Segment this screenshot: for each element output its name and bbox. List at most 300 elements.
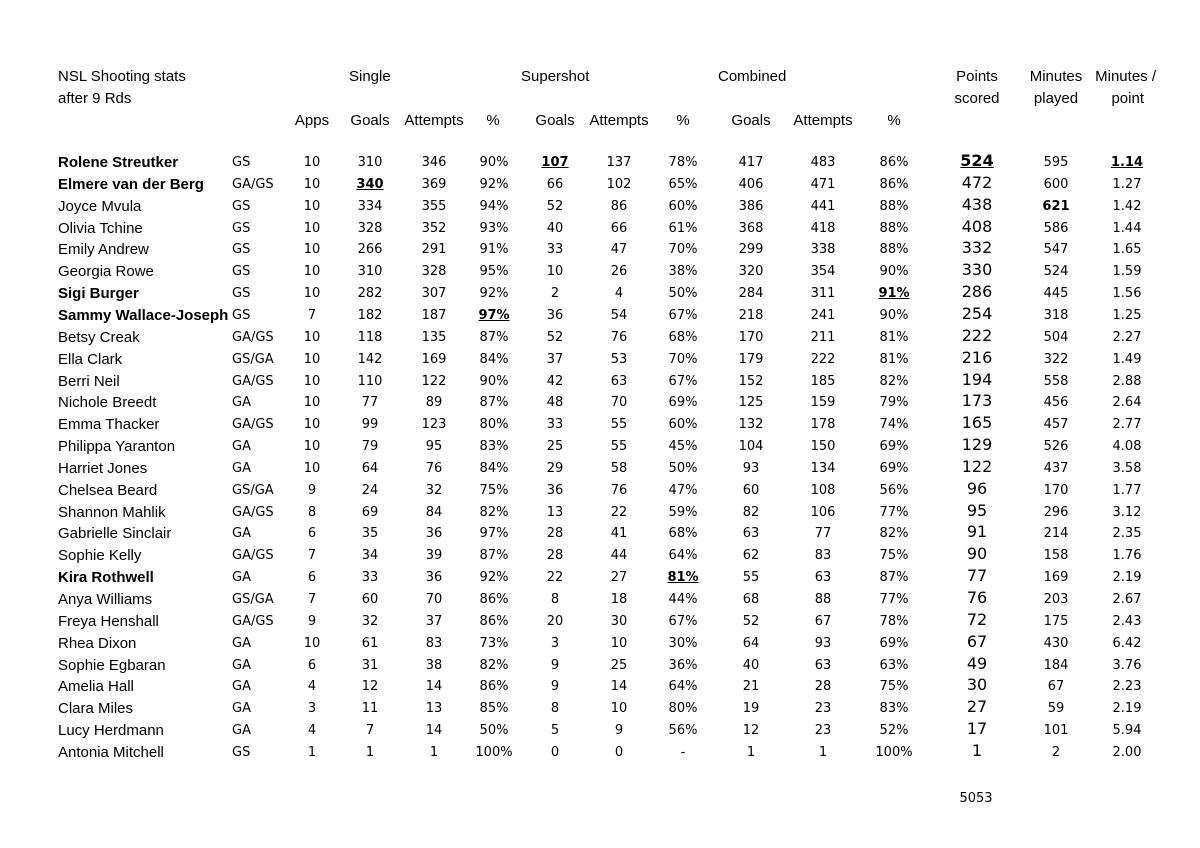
super-pct: 60% [668,417,698,433]
single-pct: 84% [479,351,509,367]
single-attempts: 76 [425,460,443,476]
apps: 6 [307,526,317,542]
player-name: Emily Andrew [58,241,149,259]
single-pct: 92% [479,286,509,302]
table-row [0,282,1200,308]
single-pct: 92% [479,570,509,586]
comb-goals: 320 [738,264,764,280]
player-name: Betsy Creak [58,328,140,346]
apps: 4 [307,723,317,739]
single-pct: 87% [479,548,509,564]
single-pct: 75% [479,482,509,498]
position: GA [232,395,251,411]
minutes-played: 524 [1043,264,1069,280]
single-pct: 97% [479,526,509,542]
comb-pct: 81% [879,329,909,345]
position: GS [232,198,251,214]
points-scored: 129 [961,435,993,455]
super-pct: 70% [668,351,698,367]
player-name: Harriet Jones [58,459,148,477]
position: GA [232,526,251,542]
player-name: Emma Thacker [58,416,160,434]
points-scored: 96 [966,478,988,498]
table-row [0,435,1200,461]
minutes-per-point: 1.76 [1112,548,1142,564]
super-goals: 66 [546,176,564,192]
total-points: 5053 [959,791,993,806]
super-pct: 30% [668,635,698,651]
col-header-comb-attempts: Attempts [793,112,853,129]
player-name: Elmere van der Berg [58,175,204,193]
player-name: Chelsea Beard [58,481,158,499]
super-attempts: 25 [610,657,628,673]
points-scored: 27 [966,697,988,717]
table-subtitle: after 9 Rds [58,90,132,107]
position: GS [232,286,251,302]
table-row [0,194,1200,221]
position: GA [232,723,251,739]
comb-attempts: 106 [810,504,836,520]
table-row [0,697,1200,723]
super-goals: 48 [546,395,564,411]
points-scored: 77 [966,566,988,586]
col-header-super-goals: Goals [535,112,575,129]
position: GA [232,679,251,695]
comb-attempts: 178 [810,417,836,433]
minutes-played: 101 [1043,723,1069,739]
single-pct: 87% [479,395,509,411]
single-pct: 80% [479,417,509,433]
table-row [0,609,1200,636]
super-attempts: 55 [610,439,628,455]
comb-attempts: 441 [810,198,836,214]
minutes-played: 203 [1043,592,1069,607]
apps: 10 [303,439,321,455]
super-goals: 52 [546,198,564,214]
table-row [0,369,1200,396]
table-row [0,151,1200,177]
points-scored: 165 [961,413,993,433]
comb-pct: 69% [879,635,909,651]
comb-goals: 12 [742,723,760,739]
col-header-super-pct: % [676,112,690,129]
table-row [0,675,1200,701]
super-attempts: 10 [610,635,628,651]
comb-pct: 87% [879,570,909,586]
single-attempts: 36 [425,570,443,586]
header-mpp-line1: Minutes / [1095,68,1156,85]
single-attempts: 346 [421,155,447,170]
player-name: Freya Henshall [58,612,159,630]
single-pct: 90% [479,155,509,170]
single-pct: 73% [479,635,509,651]
minutes-per-point: 2.27 [1112,329,1142,345]
apps: 10 [303,242,321,258]
super-pct: 68% [668,526,698,542]
col-header-single-attempts: Attempts [404,112,464,129]
super-attempts: 76 [610,329,628,345]
position: GA/GS [232,329,274,345]
single-goals: 1 [365,744,375,760]
single-pct: 91% [479,242,509,258]
super-goals: 52 [546,329,564,345]
minutes-per-point: 3.58 [1112,460,1142,476]
position: GA [232,701,251,717]
minutes-played: 456 [1043,395,1069,411]
super-goals: 9 [550,679,560,695]
comb-pct: 90% [879,264,909,280]
super-pct: 69% [668,395,698,411]
player-name: Georgia Rowe [58,263,154,281]
table-row [0,631,1200,658]
comb-attempts: 63 [814,657,832,673]
single-goals: 79 [361,439,379,455]
table-row [0,653,1200,680]
apps: 10 [303,220,321,236]
single-pct: 97% [478,307,510,323]
super-attempts: 53 [610,351,628,367]
super-goals: 29 [546,460,564,476]
minutes-per-point: 1.42 [1112,198,1142,214]
super-goals: 0 [550,744,560,760]
comb-attempts: 211 [810,329,836,345]
minutes-per-point: 1.25 [1112,307,1142,323]
comb-goals: 60 [742,482,760,498]
apps: 10 [303,155,321,170]
comb-pct: 63% [879,657,909,673]
super-goals: 107 [541,155,569,170]
super-attempts: 22 [610,504,628,520]
comb-goals: 284 [738,286,764,302]
comb-attempts: 354 [810,264,836,280]
super-goals: 2 [550,286,560,302]
position: GA/GS [232,613,274,629]
apps: 7 [307,592,317,607]
position: GS [232,220,251,236]
comb-attempts: 222 [810,351,836,367]
col-header-super-attempts: Attempts [589,112,649,129]
comb-pct: 69% [879,460,909,476]
single-goals: 118 [357,329,383,345]
position: GA/GS [232,417,274,433]
points-scored: 90 [966,544,988,564]
single-goals: 12 [361,679,379,695]
table-row [0,740,1200,767]
single-goals: 142 [357,351,383,367]
points-scored: 524 [960,151,994,170]
single-goals: 64 [361,460,379,476]
super-goals: 8 [550,592,560,607]
table-row [0,172,1200,199]
position: GS [232,264,251,280]
minutes-per-point: 1.56 [1112,286,1142,302]
super-goals: 40 [546,220,564,236]
single-goals: 33 [361,570,379,586]
comb-pct: 88% [879,198,909,214]
comb-pct: 88% [879,242,909,258]
single-pct: 85% [479,701,509,717]
player-name: Olivia Tchine [58,219,143,237]
minutes-played: 322 [1043,351,1069,367]
player-name: Clara Miles [58,700,134,718]
position: GA/GS [232,373,274,389]
comb-goals: 63 [742,526,760,542]
position: GS/GA [232,351,274,367]
position: GA [232,657,251,673]
player-name: Nichole Breedt [58,394,157,412]
comb-pct: 86% [879,176,909,192]
super-goals: 36 [546,307,564,323]
super-pct: 60% [668,198,698,214]
comb-attempts: 311 [810,286,836,302]
single-attempts: 36 [425,526,443,542]
group-header-combined: Combined [718,68,787,85]
minutes-played: 2 [1051,744,1061,760]
super-attempts: 10 [610,701,628,717]
position: GA [232,460,251,476]
single-pct: 94% [479,198,509,214]
table-row [0,260,1200,286]
table-row [0,238,1200,264]
minutes-per-point: 1.27 [1112,176,1142,192]
comb-attempts: 185 [810,373,836,389]
single-pct: 84% [479,460,509,476]
single-attempts: 355 [421,198,447,214]
super-pct: 44% [668,592,698,607]
super-attempts: 47 [610,242,628,258]
super-pct: 38% [668,264,698,280]
single-goals: 310 [357,155,383,170]
super-pct: 80% [668,701,698,717]
position: GA [232,635,251,651]
super-pct: 68% [668,329,698,345]
position: GA/GS [232,176,274,192]
position: GA/GS [232,548,274,564]
table-row [0,325,1200,352]
group-header-supershot: Supershot [521,68,590,85]
minutes-per-point: 2.67 [1112,592,1142,607]
table-row [0,216,1200,243]
apps: 7 [307,307,317,323]
comb-goals: 19 [742,701,760,717]
header-points-line1: Points [956,68,998,85]
single-attempts: 83 [425,635,443,651]
minutes-played: 170 [1043,482,1069,498]
comb-pct: 100% [875,744,913,760]
points-scored: 330 [961,260,993,280]
minutes-per-point: 2.00 [1112,744,1142,760]
single-goals: 182 [357,307,383,323]
minutes-per-point: 2.43 [1112,613,1142,629]
single-pct: 100% [475,744,513,760]
super-goals: 28 [546,548,564,564]
super-attempts: 30 [610,613,628,629]
apps: 8 [307,504,317,520]
table-row [0,347,1200,374]
table-row [0,544,1200,570]
single-goals: 328 [357,220,383,236]
apps: 10 [303,176,321,192]
position: GS [232,307,251,323]
points-scored: 332 [961,238,993,258]
minutes-played: 169 [1043,570,1069,586]
super-attempts: 63 [610,373,628,389]
comb-pct: 79% [879,395,909,411]
comb-attempts: 28 [814,679,832,695]
minutes-played: 214 [1043,526,1069,542]
minutes-per-point: 2.35 [1112,526,1142,542]
position: GA [232,439,251,455]
super-pct: 47% [668,482,698,498]
comb-goals: 82 [742,504,760,520]
player-name: Sophie Egbaran [58,656,166,674]
points-scored: 72 [966,609,988,629]
col-header-apps: Apps [294,112,330,129]
comb-goals: 179 [738,351,764,367]
comb-pct: 82% [879,526,909,542]
super-pct: 67% [668,373,698,389]
player-name: Kira Rothwell [58,569,154,587]
position: GS [232,242,251,258]
single-attempts: 39 [425,548,443,564]
table-row [0,391,1200,417]
minutes-per-point: 2.19 [1112,570,1142,586]
table-row [0,522,1200,548]
comb-goals: 386 [738,198,764,214]
comb-pct: 81% [879,351,909,367]
points-scored: 254 [961,303,993,323]
super-attempts: 27 [610,570,628,586]
single-attempts: 84 [425,504,443,520]
single-attempts: 32 [425,482,443,498]
minutes-per-point: 1.44 [1112,220,1142,236]
single-attempts: 14 [425,723,443,739]
player-name: Gabrielle Sinclair [58,525,172,543]
minutes-per-point: 4.08 [1112,439,1142,455]
single-attempts: 135 [421,329,447,345]
comb-goals: 55 [742,570,760,586]
super-pct: 50% [668,460,698,476]
super-goals: 10 [546,264,564,280]
minutes-played: 526 [1043,439,1069,455]
super-goals: 28 [546,526,564,542]
position: GS [232,744,251,760]
comb-attempts: 63 [814,570,832,586]
comb-attempts: 23 [814,723,832,739]
super-attempts: 44 [610,548,628,564]
minutes-per-point: 1.77 [1112,482,1142,498]
comb-pct: 78% [879,613,909,629]
minutes-played: 175 [1043,613,1069,629]
apps: 10 [303,460,321,476]
comb-attempts: 241 [810,307,836,323]
points-scored: 194 [961,369,993,389]
col-header-comb-goals: Goals [731,112,771,129]
minutes-per-point: 3.76 [1112,657,1142,673]
comb-pct: 56% [879,482,909,498]
minutes-per-point: 6.42 [1112,635,1142,651]
single-attempts: 70 [425,592,443,607]
header-minutes-line2: played [1033,90,1079,107]
single-goals: 266 [357,242,383,258]
super-goals: 25 [546,439,564,455]
comb-goals: 1 [746,744,756,760]
comb-goals: 368 [738,220,764,236]
single-goals: 77 [361,395,379,411]
apps: 10 [303,264,321,280]
single-goals: 61 [361,635,379,651]
position: GS/GA [232,592,274,607]
super-pct: 67% [668,613,698,629]
points-scored: 95 [966,500,988,520]
minutes-per-point: 2.64 [1112,395,1142,411]
comb-pct: 77% [879,504,909,520]
minutes-per-point: 1.59 [1112,264,1142,280]
player-name: Sigi Burger [58,285,139,303]
super-attempts: 86 [610,198,628,214]
single-goals: 32 [361,613,379,629]
comb-pct: 77% [879,592,909,607]
single-pct: 50% [479,723,509,739]
single-goals: 334 [357,198,383,214]
table-row [0,303,1200,330]
single-goals: 69 [361,504,379,520]
table-row [0,500,1200,527]
comb-goals: 52 [742,613,760,629]
minutes-played: 595 [1043,155,1069,170]
super-pct: - [680,744,686,760]
single-attempts: 89 [425,395,443,411]
apps: 9 [307,613,317,629]
super-attempts: 137 [606,155,632,170]
super-goals: 37 [546,351,564,367]
points-scored: 222 [961,325,993,345]
single-attempts: 169 [421,351,447,367]
col-header-single-pct: % [486,112,500,129]
points-scored: 67 [966,631,988,651]
table-row [0,719,1200,745]
comb-attempts: 150 [810,439,836,455]
single-attempts: 328 [421,264,447,280]
player-name: Sophie Kelly [58,547,142,565]
minutes-played: 504 [1043,329,1069,345]
position: GS/GA [232,482,274,498]
apps: 6 [307,570,317,586]
header-points-line2: scored [954,90,1000,107]
single-goals: 340 [356,176,384,192]
super-attempts: 76 [610,482,628,498]
super-pct: 36% [668,657,698,673]
single-attempts: 291 [421,242,447,258]
comb-pct: 75% [879,679,909,695]
super-attempts: 102 [606,176,632,192]
minutes-per-point: 2.23 [1112,679,1142,695]
single-goals: 7 [365,723,375,739]
single-pct: 82% [479,504,509,520]
comb-goals: 406 [738,176,764,192]
apps: 3 [307,701,317,717]
super-goals: 22 [546,570,564,586]
super-attempts: 70 [610,395,628,411]
super-goals: 33 [546,242,564,258]
super-pct: 70% [668,242,698,258]
minutes-played: 457 [1043,417,1069,433]
single-goals: 310 [357,264,383,280]
apps: 1 [307,744,317,760]
player-name: Sammy Wallace-Joseph [58,306,229,324]
comb-attempts: 159 [810,395,836,411]
player-name: Rhea Dixon [58,634,137,652]
